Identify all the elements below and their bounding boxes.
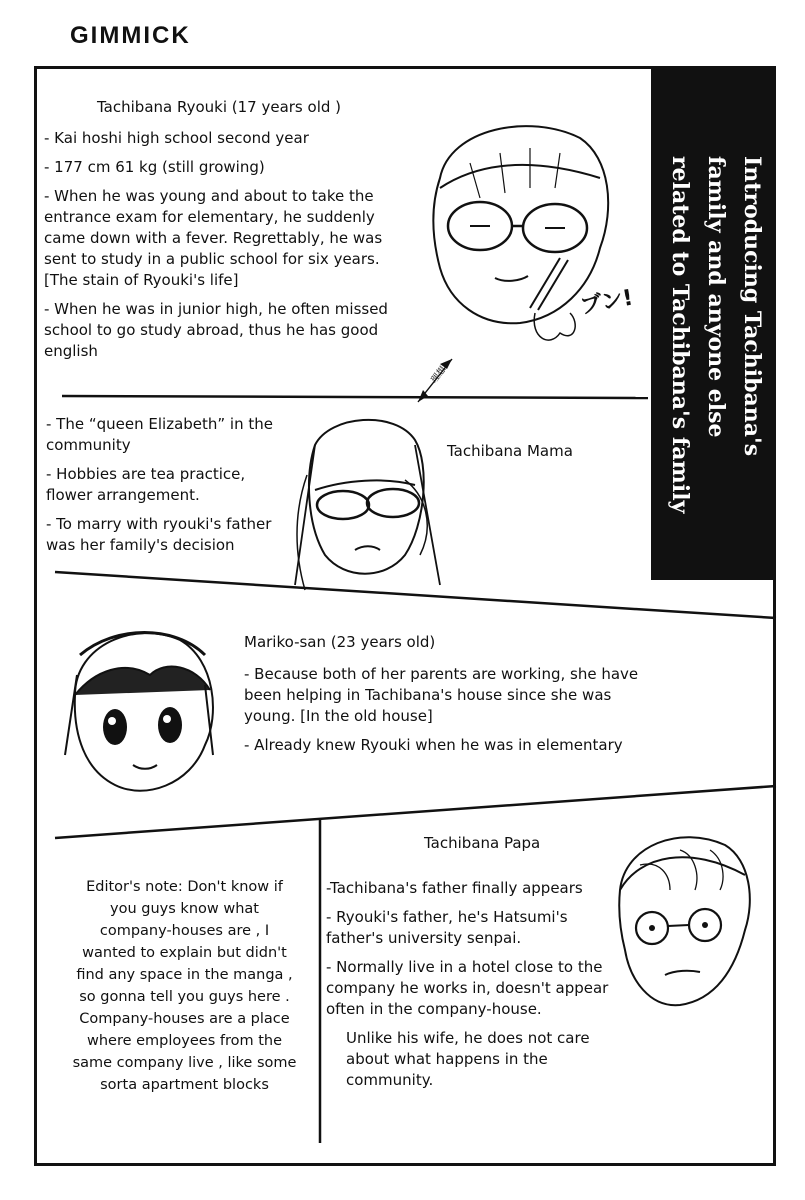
mama-name: Tachibana Mama <box>447 442 573 460</box>
mama-details <box>46 414 286 564</box>
mariko-illustration <box>55 615 225 805</box>
papa-line: - Normally live in a hotel close to the company he works in, doesn't appear often in the company-house. <box>326 958 609 1018</box>
side-banner <box>651 66 776 580</box>
papa-line: - Ryouki's father, he's Hatsumi's father's university senpai. <box>326 908 568 947</box>
mariko-details <box>244 664 644 764</box>
mariko-name: Mariko-san (23 years old) <box>244 633 436 651</box>
papa-details <box>326 878 626 1099</box>
papa-name: Tachibana Papa <box>424 834 541 852</box>
page-title: GIMMICK <box>70 22 191 49</box>
mama-illustration <box>285 405 445 595</box>
arrow-label: 理想 <box>429 364 449 386</box>
papa-line: Unlike his wife, he does not care about what happens in the community. <box>346 1029 590 1089</box>
side-banner-line: related to Tachibana's family <box>667 156 693 514</box>
side-banner-text <box>658 156 770 513</box>
ryouki-line: - When he was young and about to take the entrance exam for elementary, he suddenly came down with a fever. Regrettably, he was sent to study in a public school for six years. [The stain of Ryouki's life] <box>44 187 383 289</box>
ryouki-details <box>44 128 414 370</box>
ryouki-line: - 177 cm 61 kg (still growing) <box>44 158 265 176</box>
ryouki-illustration <box>410 108 645 358</box>
ryouki-line: - When he was in junior high, he often missed school to go study abroad, thus he has good english <box>44 300 388 360</box>
mama-line: - Hobbies are tea practice, flower arrangement. <box>46 465 246 504</box>
mariko-line: - Already knew Ryouki when he was in elementary <box>244 736 623 754</box>
editor-note: Editor's note: Don't know if you guys know what company-houses are , I wanted to explain but didn't find any space in the manga , so gonna tell you guys here . Company-houses are a place where employees from the same company live , like some sorta apartment blocks <box>72 879 297 1093</box>
ryouki-name: Tachibana Ryouki (17 years old ) <box>97 98 341 116</box>
side-banner-line: Introducing Tachibana's <box>739 156 765 457</box>
ryouki-sfx: ブン! <box>578 285 635 320</box>
mama-line: - To marry with ryouki's father was her family's decision <box>46 515 272 554</box>
side-banner-line: family and anyone else <box>703 156 729 438</box>
ryouki-line: - Kai hoshi high school second year <box>44 129 309 147</box>
papa-line: -Tachibana's father finally appears <box>326 879 583 897</box>
mariko-line: - Because both of her parents are working, she have been helping in Tachibana's house since she was young. [In the old house] <box>244 665 639 725</box>
papa-illustration <box>600 820 760 1020</box>
mama-line: - The “queen Elizabeth” in the community <box>46 415 273 454</box>
